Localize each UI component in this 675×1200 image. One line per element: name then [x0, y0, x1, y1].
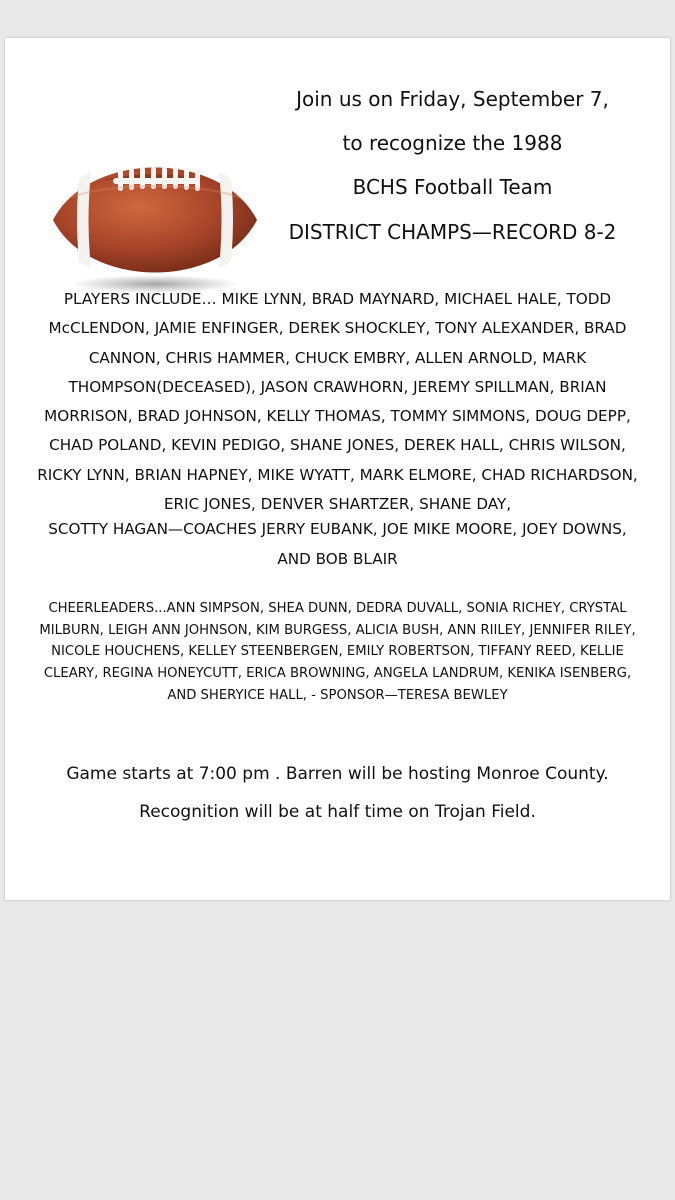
players-list: PLAYERS INCLUDE… MIKE LYNN, BRAD MAYNARD, MICHAEL HALE, TODD McCLENDON, JAMIE ENFINGER, DEREK SHOCKLEY, TONY ALEXANDER, BRAD CANNON, CHRIS HAMMER, CHUCK EMBRY, ALLEN ARNOLD, MARK THOMPSON(DECEASED), JASON CRAWHORN, JEREMY SPILLMAN, BRIAN MORRISON, BRAD JOHNSON, KELLY THOMAS, TOMMY SIMMONS, DOUG DEPP, CHAD POLAND, KEVIN PEDIGO, SHANE JONES, DEREK HALL, CHRIS WILSON, RICKY LYNN, BRIAN HAPNEY, MIKE WYATT, MARK ELMORE, CHAD RICHARDSON, ERIC JONES, DENVER SHARTZER, SHANE DAY, [37, 290, 638, 514]
headline-line-1: Join us on Friday, September 7, [296, 87, 609, 111]
recognition-info: Recognition will be at half time on Trojan Field. [139, 802, 536, 822]
cheerleaders-list: CHEERLEADERS...ANN SIMPSON, SHEA DUNN, DEDRA DUVALL, SONIA RICHEY, CRYSTAL MILBURN, LEIGH ANN JOHNSON, KIM BURGESS, ALICIA BUSH, ANN RIILEY, JENNIFER RILEY, NICOLE HOUCHENS, KELLEY STEENBERGEN, EMILY ROBERTSON, TIFFANY REED, KELLIE CLEARY, REGINA HONEYCUTT, ERICA BROWNING, ANGELA LANDRUM, KENIKA ISENBERG, AND SHERYICE HALL, - SPONSOR—TERESA BEWLEY [39, 601, 636, 703]
headline-line-3: BCHS Football Team [352, 175, 553, 199]
headline-line-4: DISTRICT CHAMPS—RECORD 8-2 [288, 220, 617, 244]
headline-line-2: to recognize the 1988 [342, 131, 563, 155]
flyer-page [5, 38, 670, 900]
coaches-list: SCOTTY HAGAN—COACHES JERRY EUBANK, JOE MIKE MOORE, JOEY DOWNS, AND BOB BLAIR [48, 520, 627, 568]
football-icon [49, 138, 261, 298]
game-info: Game starts at 7:00 pm . Barren will be hosting Monroe County. [66, 764, 609, 784]
